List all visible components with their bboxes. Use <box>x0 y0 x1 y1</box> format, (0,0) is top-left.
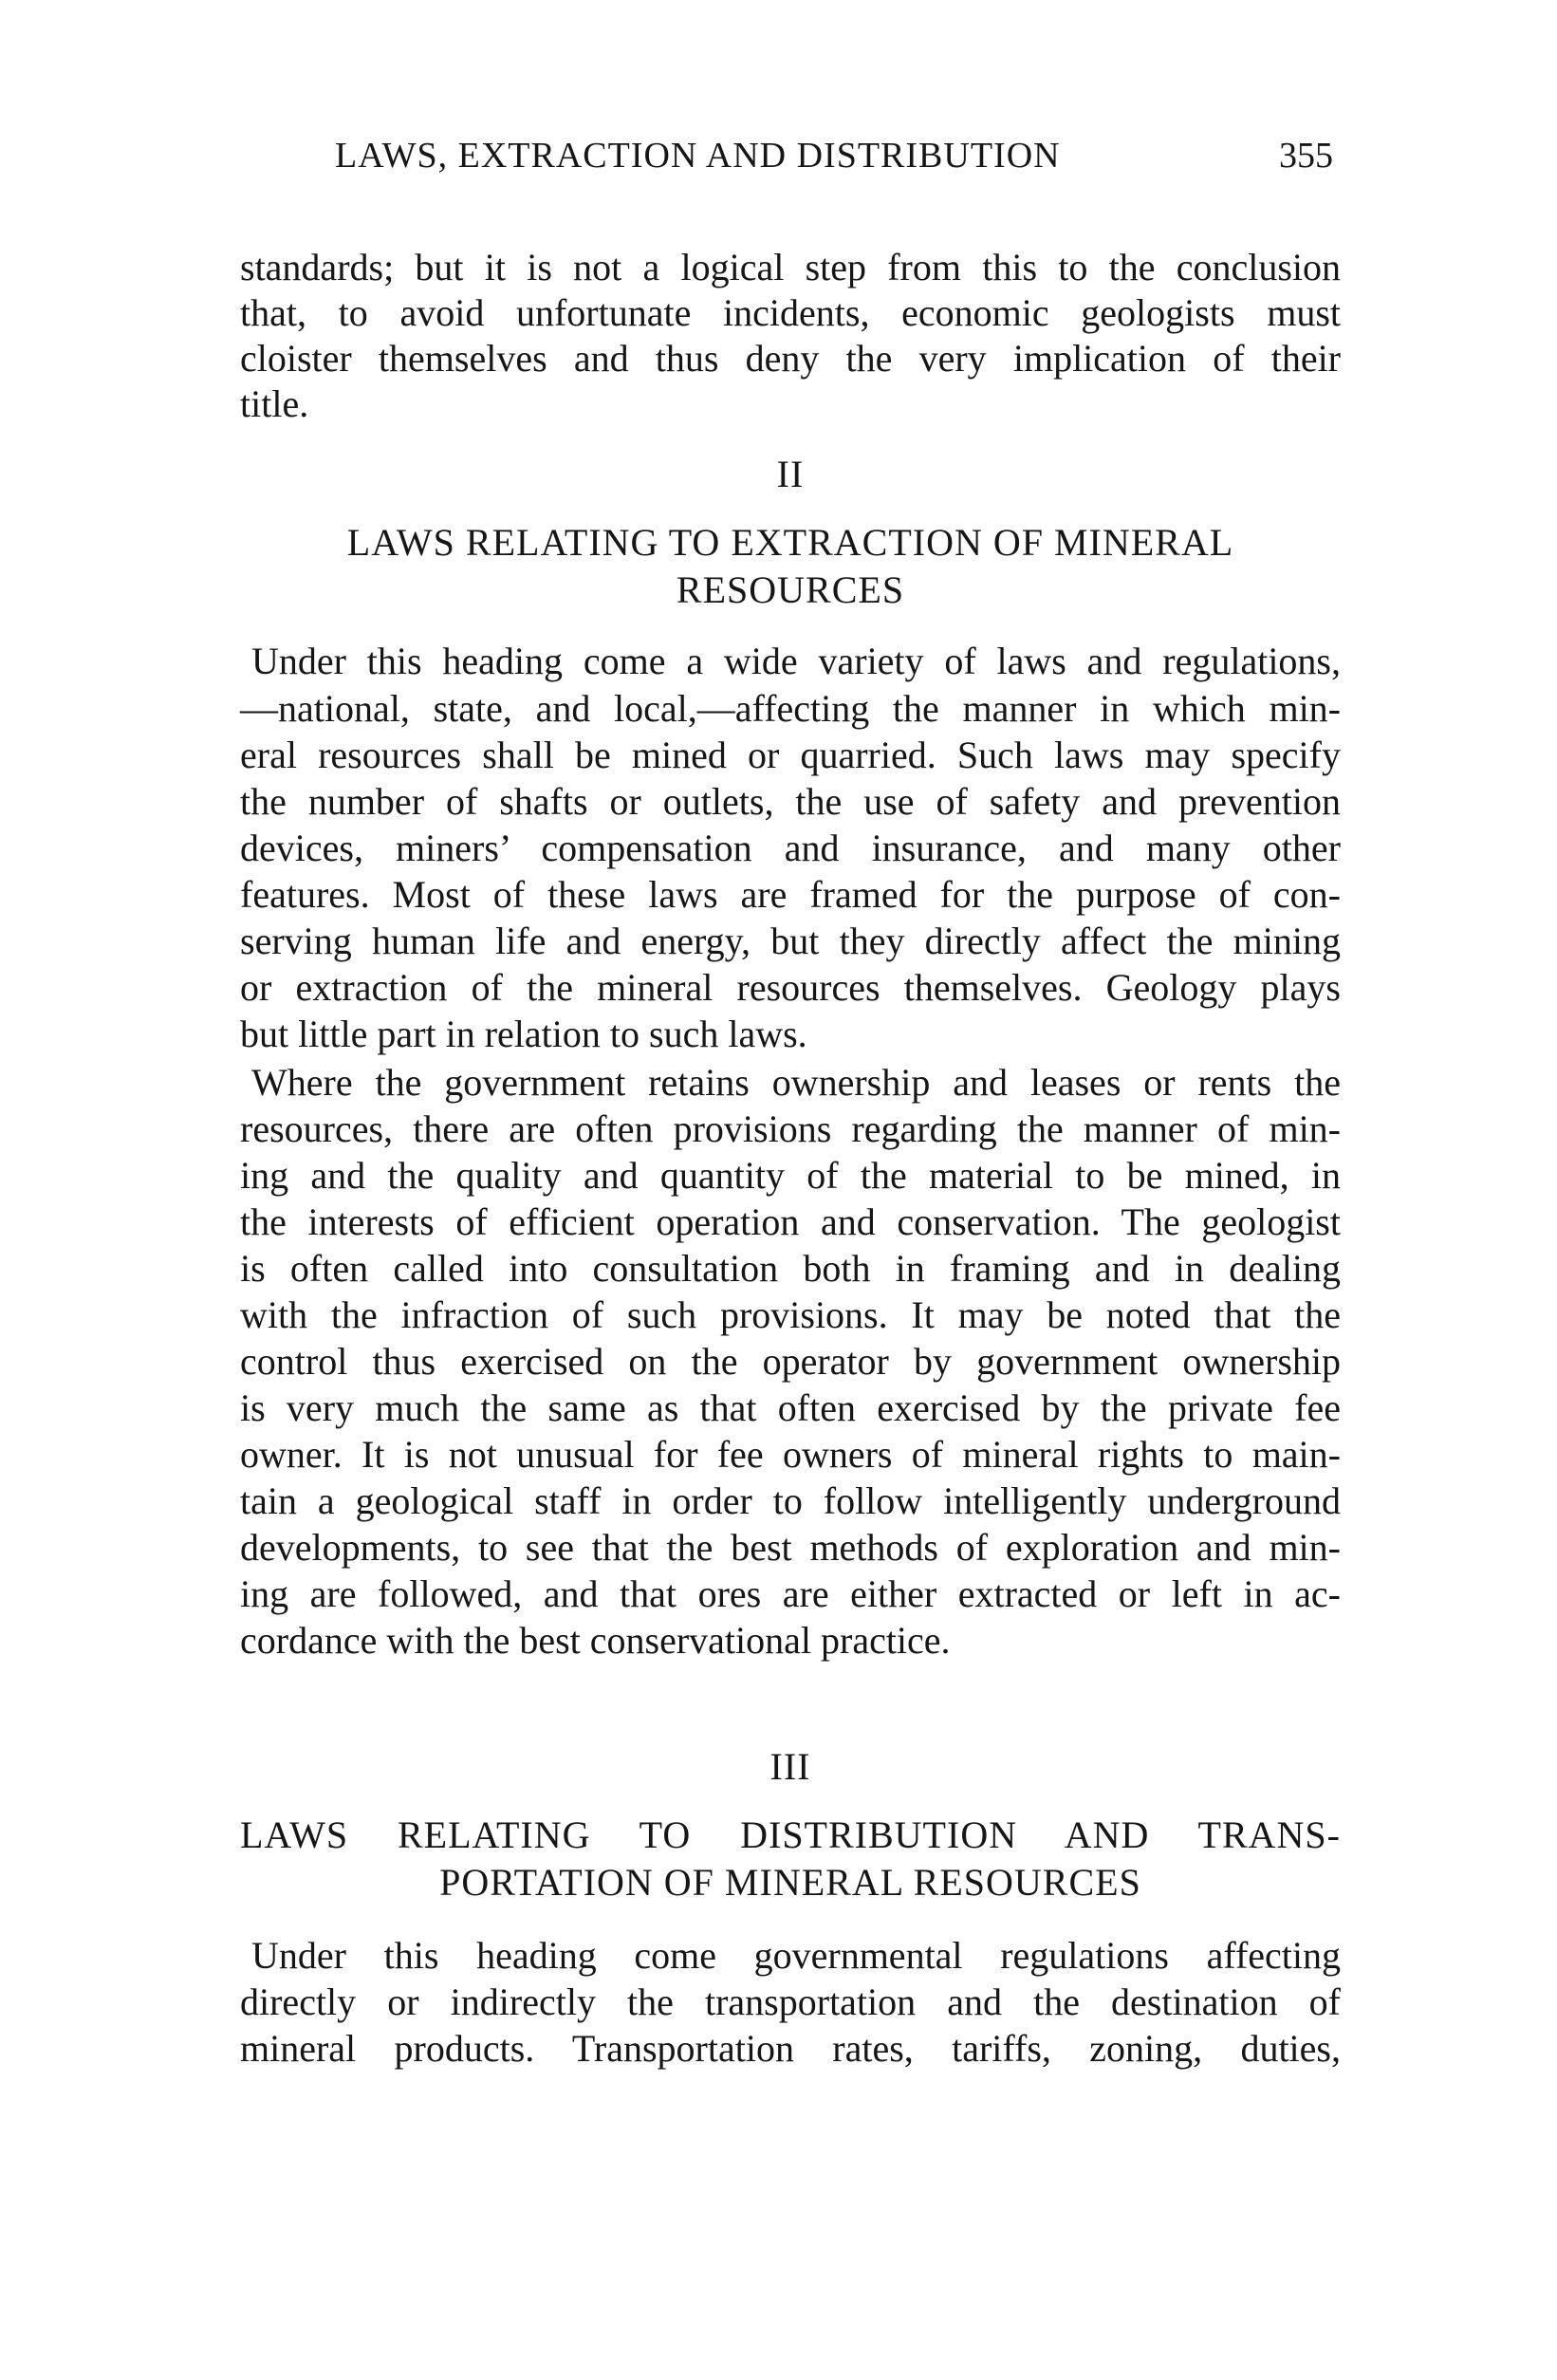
section-heading-line: LAWS RELATING TO DISTRIBUTION AND TRANS- <box>240 1813 1341 1856</box>
section-numeral: III <box>769 1745 811 1788</box>
text-line: cordance with the best conservational practice. <box>240 1619 951 1662</box>
text-line: —national, state, and local,—affecting the manner in which min- <box>240 687 1341 730</box>
text-line: tain a geological staff in order to follow intelligently underground <box>240 1479 1341 1522</box>
text-line: standards; but it is not a logical step from this to the conclusion <box>240 246 1341 288</box>
text-line: or extraction of the mineral resources themselves. Geology plays <box>240 966 1341 1009</box>
text-line: devices, miners’ compensation and insurance, and many other <box>240 827 1341 869</box>
text-line: mineral products. Transportation rates, tariffs, zoning, duties, <box>240 2027 1341 2070</box>
text-line: cloister themselves and thus deny the very implication of their <box>240 337 1341 380</box>
text-line: but little part in relation to such laws. <box>240 1013 807 1055</box>
text-line: with the infraction of such provisions. It may be noted that the <box>240 1293 1341 1336</box>
running-head-title: LAWS, EXTRACTION AND DISTRIBUTION <box>335 136 1061 176</box>
text-line: control thus exercised on the operator by government ownership <box>240 1340 1341 1383</box>
text-line: that, to avoid unfortunate incidents, economic geologists must <box>240 291 1341 334</box>
text-line: ing are followed, and that ores are either extracted or left in ac- <box>240 1572 1341 1615</box>
section-heading-line: RESOURCES <box>676 568 905 611</box>
text-line: Under this heading come a wide variety of laws and regulations, <box>251 640 1341 682</box>
text-line: serving human life and energy, but they directly affect the mining <box>240 920 1341 962</box>
text-line: Under this heading come governmental regulations affecting <box>251 1934 1341 1977</box>
text-line: directly or indirectly the transportation and the destination of <box>240 1980 1341 2023</box>
text-line: the interests of efficient operation and conservation. The geologist <box>240 1200 1341 1243</box>
text-line: title. <box>240 382 309 425</box>
text-line: owner. It is not unusual for fee owners of mineral rights to main- <box>240 1433 1341 1476</box>
text-line: eral resources shall be mined or quarried. Such laws may specify <box>240 734 1341 776</box>
section-heading-line: PORTATION OF MINERAL RESOURCES <box>439 1861 1141 1904</box>
text-line: is often called into consultation both in framing and in dealing <box>240 1247 1341 1290</box>
section-heading-line: LAWS RELATING TO EXTRACTION OF MINERAL <box>346 521 1234 564</box>
text-line: resources, there are often provisions regarding the manner of min- <box>240 1107 1341 1150</box>
text-line: ing and the quality and quantity of the material to be mined, in <box>240 1154 1341 1197</box>
text-line: developments, to see that the best methods of exploration and min- <box>240 1526 1341 1569</box>
text-line: is very much the same as that often exercised by the private fee <box>240 1386 1341 1429</box>
page-number: 355 <box>1279 136 1333 176</box>
text-line: features. Most of these laws are framed for the purpose of con- <box>240 873 1341 916</box>
text-line: Where the government retains ownership and leases or rents the <box>251 1061 1341 1104</box>
text-line: the number of shafts or outlets, the use of safety and prevention <box>240 780 1341 823</box>
section-numeral: II <box>776 453 805 495</box>
